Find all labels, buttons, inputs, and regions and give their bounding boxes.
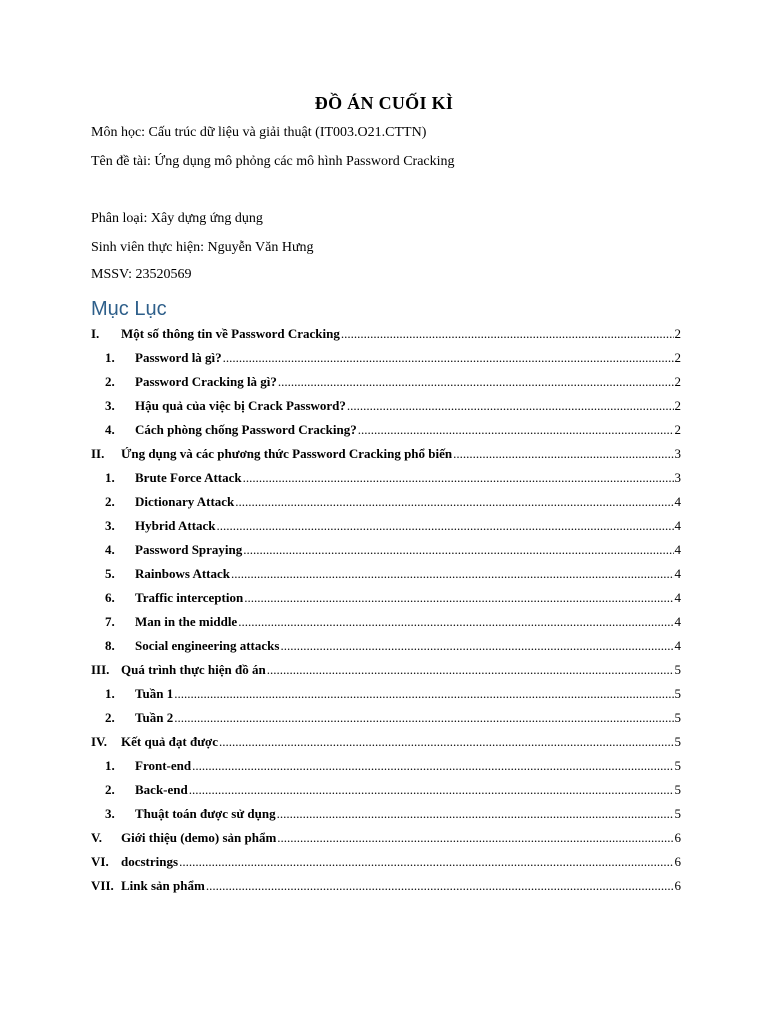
toc-leader-dots bbox=[243, 538, 673, 562]
toc-leader-dots bbox=[277, 802, 674, 826]
toc-entry[interactable] bbox=[91, 634, 681, 658]
toc-entry-number: VII. bbox=[91, 878, 114, 893]
toc-entry-label: Password là gì? bbox=[135, 350, 222, 365]
toc-entry-label: Man in the middle bbox=[135, 614, 238, 629]
toc-entry[interactable] bbox=[91, 610, 681, 634]
toc-entry-number: 2. bbox=[105, 494, 115, 509]
toc-entry-page: 4 bbox=[674, 590, 681, 605]
toc-entry-number: 2. bbox=[105, 710, 115, 725]
toc-entry[interactable] bbox=[91, 754, 681, 778]
toc-entry-number: 1. bbox=[105, 686, 115, 701]
toc-leader-dots bbox=[179, 850, 673, 874]
toc-entry-number: 8. bbox=[105, 638, 115, 653]
toc-leader-dots bbox=[267, 658, 674, 682]
toc-entry-page: 4 bbox=[674, 566, 681, 581]
toc-entry[interactable] bbox=[91, 514, 681, 538]
toc-entry-label: Giới thiệu (demo) sản phẩm bbox=[121, 830, 277, 845]
toc-entry[interactable] bbox=[91, 562, 681, 586]
toc-leader-dots bbox=[280, 634, 673, 658]
table-of-contents bbox=[91, 322, 681, 898]
toc-entry-number: 3. bbox=[105, 518, 115, 533]
toc-entry-label: Password Spraying bbox=[135, 542, 243, 557]
toc-entry-number: 4. bbox=[105, 422, 115, 437]
toc-leader-dots bbox=[231, 562, 674, 586]
toc-entry-label: Kết quả đạt được bbox=[121, 734, 218, 749]
toc-entry-label: Hybrid Attack bbox=[135, 518, 216, 533]
toc-entry-number: 5. bbox=[105, 566, 115, 581]
toc-entry-label: Link sản phẩm bbox=[121, 878, 205, 893]
toc-entry[interactable] bbox=[91, 442, 681, 466]
document-title: ĐỒ ÁN CUỐI KÌ bbox=[314, 93, 454, 113]
toc-entry-number: II. bbox=[91, 446, 105, 461]
toc-entry-number: 3. bbox=[105, 398, 115, 413]
toc-entry-label: Thuật toán được sử dụng bbox=[135, 806, 276, 821]
toc-entry[interactable] bbox=[91, 586, 681, 610]
toc-leader-dots bbox=[206, 874, 674, 898]
toc-leader-dots bbox=[174, 682, 673, 706]
toc-entry-page: 5 bbox=[674, 662, 681, 677]
toc-entry[interactable] bbox=[91, 874, 681, 898]
category-line: Phân loại: Xây dựng ứng dụng bbox=[91, 211, 263, 226]
toc-leader-dots bbox=[223, 346, 674, 370]
toc-leader-dots bbox=[174, 706, 673, 730]
subject-line: Môn học: Cấu trúc dữ liệu và giải thuật (IT003.O21.CTTN) bbox=[91, 125, 427, 140]
toc-leader-dots bbox=[189, 778, 674, 802]
student-id-line: MSSV: 23520569 bbox=[91, 267, 192, 282]
toc-entry-page: 2 bbox=[674, 350, 681, 365]
toc-entry[interactable] bbox=[91, 490, 681, 514]
toc-entry-number: I. bbox=[91, 326, 100, 341]
toc-entry-number: 1. bbox=[105, 350, 115, 365]
toc-entry-number: 6. bbox=[105, 590, 115, 605]
toc-heading: Mục Lục bbox=[91, 298, 167, 320]
toc-entry[interactable] bbox=[91, 370, 681, 394]
toc-entry[interactable] bbox=[91, 538, 681, 562]
toc-entry-label: docstrings bbox=[121, 854, 179, 869]
toc-entry-label: Rainbows Attack bbox=[135, 566, 230, 581]
toc-entry-page: 2 bbox=[674, 398, 681, 413]
toc-entry-number: V. bbox=[91, 830, 102, 845]
toc-leader-dots bbox=[341, 322, 674, 346]
toc-entry-label: Tuần 1 bbox=[135, 686, 174, 701]
toc-entry[interactable] bbox=[91, 682, 681, 706]
toc-entry-page: 6 bbox=[674, 854, 681, 869]
toc-entry-page: 6 bbox=[674, 830, 681, 845]
toc-entry-number: 3. bbox=[105, 806, 115, 821]
toc-entry-number: 7. bbox=[105, 614, 115, 629]
toc-entry[interactable] bbox=[91, 826, 681, 850]
toc-leader-dots bbox=[235, 490, 673, 514]
student-line: Sinh viên thực hiện: Nguyễn Văn Hưng bbox=[91, 240, 314, 255]
toc-leader-dots bbox=[453, 442, 673, 466]
toc-entry-number: 2. bbox=[105, 782, 115, 797]
toc-leader-dots bbox=[217, 514, 674, 538]
toc-entry-page: 3 bbox=[674, 446, 681, 461]
toc-leader-dots bbox=[358, 418, 674, 442]
toc-entry-page: 4 bbox=[674, 518, 681, 533]
toc-entry[interactable] bbox=[91, 850, 681, 874]
toc-entry-page: 2 bbox=[674, 326, 681, 341]
toc-entry-label: Brute Force Attack bbox=[135, 470, 242, 485]
toc-entry-number: VI. bbox=[91, 854, 109, 869]
toc-entry[interactable] bbox=[91, 466, 681, 490]
toc-entry-page: 5 bbox=[674, 782, 681, 797]
topic-line: Tên đề tài: Ứng dụng mô phỏng các mô hình Password Cracking bbox=[91, 154, 455, 169]
toc-leader-dots bbox=[244, 586, 673, 610]
toc-entry-page: 4 bbox=[674, 638, 681, 653]
toc-entry-label: Tuần 2 bbox=[135, 710, 174, 725]
toc-entry-label: Cách phòng chống Password Cracking? bbox=[135, 422, 357, 437]
toc-entry-page: 4 bbox=[674, 494, 681, 509]
toc-entry[interactable] bbox=[91, 706, 681, 730]
toc-entry[interactable] bbox=[91, 394, 681, 418]
toc-entry[interactable] bbox=[91, 346, 681, 370]
toc-leader-dots bbox=[347, 394, 674, 418]
toc-entry-page: 2 bbox=[674, 422, 681, 437]
toc-entry-page: 4 bbox=[674, 614, 681, 629]
toc-entry-page: 2 bbox=[674, 374, 681, 389]
toc-entry[interactable] bbox=[91, 730, 681, 754]
toc-entry-number: 1. bbox=[105, 758, 115, 773]
toc-entry-number: 4. bbox=[105, 542, 115, 557]
toc-entry-label: Quá trình thực hiện đồ án bbox=[121, 662, 266, 677]
toc-leader-dots bbox=[192, 754, 673, 778]
toc-entry-number: 1. bbox=[105, 470, 115, 485]
toc-entry-number: IV. bbox=[91, 734, 108, 749]
toc-entry-label: Front-end bbox=[135, 758, 192, 773]
toc-entry[interactable] bbox=[91, 658, 681, 682]
toc-leader-dots bbox=[243, 466, 674, 490]
toc-entry-page: 5 bbox=[674, 686, 681, 701]
toc-leader-dots bbox=[278, 370, 674, 394]
toc-leader-dots bbox=[219, 730, 674, 754]
toc-leader-dots bbox=[238, 610, 673, 634]
toc-entry-page: 5 bbox=[674, 806, 681, 821]
toc-entry[interactable] bbox=[91, 802, 681, 826]
toc-leader-dots bbox=[277, 826, 673, 850]
toc-entry-label: Password Cracking là gì? bbox=[135, 374, 277, 389]
toc-entry[interactable] bbox=[91, 418, 681, 442]
toc-entry-page: 4 bbox=[674, 542, 681, 557]
toc-entry-label: Hậu quả của việc bị Crack Password? bbox=[135, 398, 346, 413]
toc-entry-page: 5 bbox=[674, 734, 681, 749]
toc-entry-label: Back-end bbox=[135, 782, 188, 797]
toc-entry-label: Social engineering attacks bbox=[135, 638, 280, 653]
toc-entry-page: 6 bbox=[674, 878, 681, 893]
toc-entry-page: 5 bbox=[674, 710, 681, 725]
toc-entry-page: 5 bbox=[674, 758, 681, 773]
toc-entry-label: Một số thông tin về Password Cracking bbox=[121, 326, 340, 341]
toc-entry-label: Dictionary Attack bbox=[135, 494, 235, 509]
toc-entry-label: Traffic interception bbox=[135, 590, 244, 605]
toc-entry-label: Ứng dụng và các phương thức Password Cracking phổ biến bbox=[121, 446, 453, 461]
toc-entry[interactable] bbox=[91, 322, 681, 346]
toc-entry-number: 2. bbox=[105, 374, 115, 389]
toc-entry[interactable] bbox=[91, 778, 681, 802]
toc-entry-page: 3 bbox=[674, 470, 681, 485]
toc-entry-number: III. bbox=[91, 662, 110, 677]
